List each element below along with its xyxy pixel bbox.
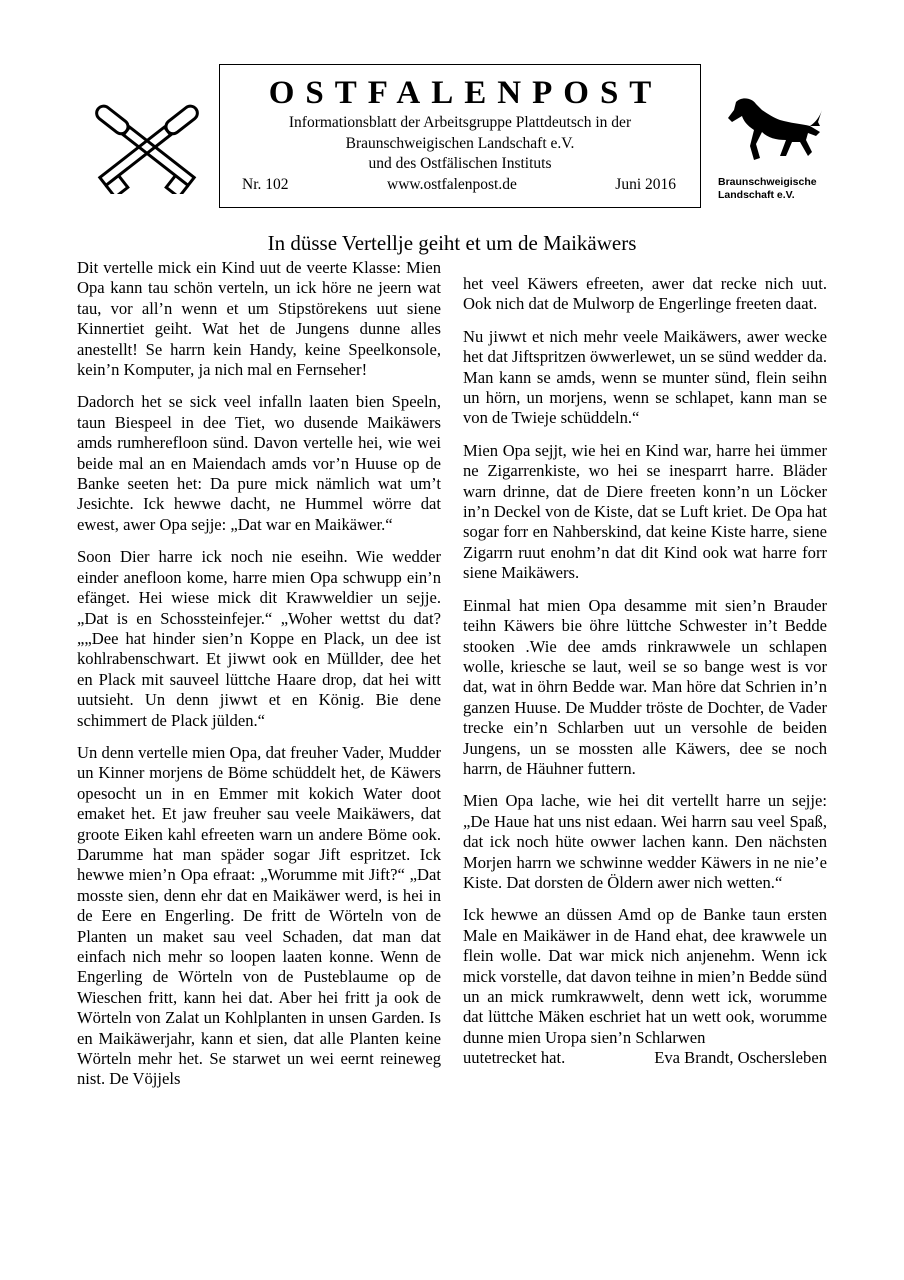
masthead-title: OSTFALENPOST (268, 75, 663, 111)
subtitle-line: und des Ostfälischen Instituts (368, 155, 552, 172)
issue-number: Nr. 102 (242, 176, 289, 193)
paragraph: Nu jiwwt et nich mehr veele Maikäwers, awer wecke het dat Jiftspritzen öwwerlewet, un se sünd wedder da. Man kann se amds, wenn se munter sünd, flein seihn un hörn, un morjens, wenn se schlapet, kann man se von de Twieje schüddeln.“ (463, 326, 827, 428)
paragraph: Dadorch het se sick veel infalln laaten bien Speeln, taun Biespeel in dee Tiet, wo dusende Maikäwers amds rumherefloon sünd. Davon vertelle hei, wie wei beide mal an en Maiendach amds vor’n Huuse op de Banke seeten het: Da pure mick nämlich wat um’t Jesichte. Ick hewwe dacht, ne Hummel wörre dat ewest, awer Opa sejje: „Dat war en Maikäwer.“ (77, 392, 441, 534)
paragraph: Soon Dier harre ick noch nie eseihn. Wie wedder einder anefloon kome, harre mien Opa schwupp ein’n efänget. Hei wiese mick dit Krawweldier un sejje. „Dat is en Schossteinfejer.“ „Woher wettst du dat? „„Dee hat hinder sien’n Koppe en Plack, un dee ist kohlrabenschwart. Et jiwwt ook en Müllder, dee het en Plack mit sauveel lüttche Haare drop, dat hei witt uutsieht. Un denn jiwwt et en König. Bie dene schimmert de Plack jülden.“ (77, 547, 441, 730)
braunschweigische-landschaft-logo (712, 96, 832, 208)
closing-text: uutetrecket hat. (463, 1048, 566, 1068)
paragraph: Un denn vertelle mien Opa, dat freuher Vader, Mudder un Kinner morjens de Böme schüddelt het, de Käwers opesocht un in en Emmer mit kokich Water doot emaket het. Et jaw freuher sau veele Maikäwers, dat groote Eiken kahl efreeten warn un andere Böme ook. Darumme hat man späder sogar Jift espritzet. Ick hewwe mien’n Opa efraat: „Worumme mit Jift?“ „Dat mosste sien, denn ehr dat en Maikäwer werd, is hei in de Eere en Engerling. De fritt de Wörteln von de Planten un maket sau veel Schaden, dat man dat einfach nich mehr so loopen laaten konne. Wenn de Engerling de Wörteln von de Pusteblaume op de Wieschen fritt, kann hei dat. Aber hei fritt ja ook de Wörteln von Zalat un Kohlplanten in unsen Garden. Is en Maikäwerjahr, kann et sien, dat alle Planten keine Wörteln mehr het. Se starwet un wei eernt reineweg nist. De Vöjjels (77, 742, 441, 1089)
horse-icon (716, 96, 824, 174)
signature-row (463, 1048, 827, 1068)
issue-date: Juni 2016 (615, 176, 676, 193)
logo-org-line: Landschaft e.V. (718, 189, 795, 201)
logo-org-line: Braunschweigische (718, 176, 817, 188)
logo-org-name (718, 176, 830, 202)
subtitle-line: Informationsblatt der Arbeitsgruppe Plattdeutsch in der (288, 114, 632, 131)
article-left-column (77, 258, 441, 1102)
paragraph: het veel Käwers efreeten, awer dat recke nich uut. Ook nich dat de Mulworp de Engerlinge freeten daat. (463, 274, 827, 314)
paragraph: Dit vertelle mick ein Kind uut de veerte Klasse: Mien Opa kann tau schön verteln, un ick höre ne jeern wat tau, vor all’n wenn et um Stipstörekens uut siene Kinnertiet geiht. Wat het de Jungens dunne alles anestellt! Se harrn kein Handy, keine Speelkonsole, kein’n Komputer, ja nich mal en Fernseher! (77, 258, 441, 380)
website-link[interactable]: www.ostfalenpost.de (387, 176, 517, 193)
paragraph: Mien Opa lache, wie hei dit vertellt harre un sejje: „De Haue hat uns nist edaan. Wei harrn sau veel Spaß, dat ick noch hüte owwer lachen kann. Den nächsten Morjen harrn we schwinne wedder Käwers in ne nie’e Kiste. Dat dorsten de Öldern awer nich wetten.“ (463, 791, 827, 892)
masthead (219, 64, 701, 208)
author-signature: Eva Brandt, Oschersleben (654, 1048, 827, 1068)
crossed-keys-icon (84, 100, 210, 194)
masthead-subtitle (220, 113, 700, 175)
subtitle-line: Braunschweigischen Landschaft e.V. (345, 134, 575, 152)
paragraph: Ick hewwe an düssen Amd op de Banke taun ersten Male en Maikäwer in de Hand ehat, dee krawwele un flein wolle. Dat war mick nich anjenehm. Wenn ick mick vorstelle, dat davon teihne in mien’n Bedde sünd un an mick rumkrawwelt, denn wett ick, worumme dat lüttche Mäken eschriet hat un wett ook, worumme dunne mien Uropa sien’n Schlarwen (463, 905, 827, 1047)
paragraph: Mien Opa sejjt, wie hei en Kind war, harre hei ümmer ne Zigarrenkiste, wo hei se inesparrt harre. Bläder warn drinne, dat de Diere freeten konn’n un Löcker in’n Deckel von de Kiste, dat se Luft kriet. De Opa hat sogar forr en Nahberskind, dat keine Kiste harre, siene Zigarrn ruut enohm’n dat dit Kind ook wat harre forr siene Maikäwers. (463, 440, 827, 583)
paragraph: Einmal hat mien Opa desamme mit sien’n Brauder teihn Käwers bie öhre lüttche Schwester in’t Bedde stooken .Wie dee amds rinkrawwele un schlapen wolle, kriesche se laut, weil se so bange west is vor dat, wat in öhrn Bedde war. Man höre dat Schrien in’n ganzen Huuse. De Mudder tröste de Dochter, de Vader trecke ein’n Schlarben uut un versohle de beiden Jungens, un se mossten alle Käwers, dee se noch harrn, de Häuhner futtern. (463, 595, 827, 778)
article-headline: In düsse Vertellje geiht et um de Maikäwers (267, 231, 637, 255)
article-right-column (463, 274, 827, 1069)
